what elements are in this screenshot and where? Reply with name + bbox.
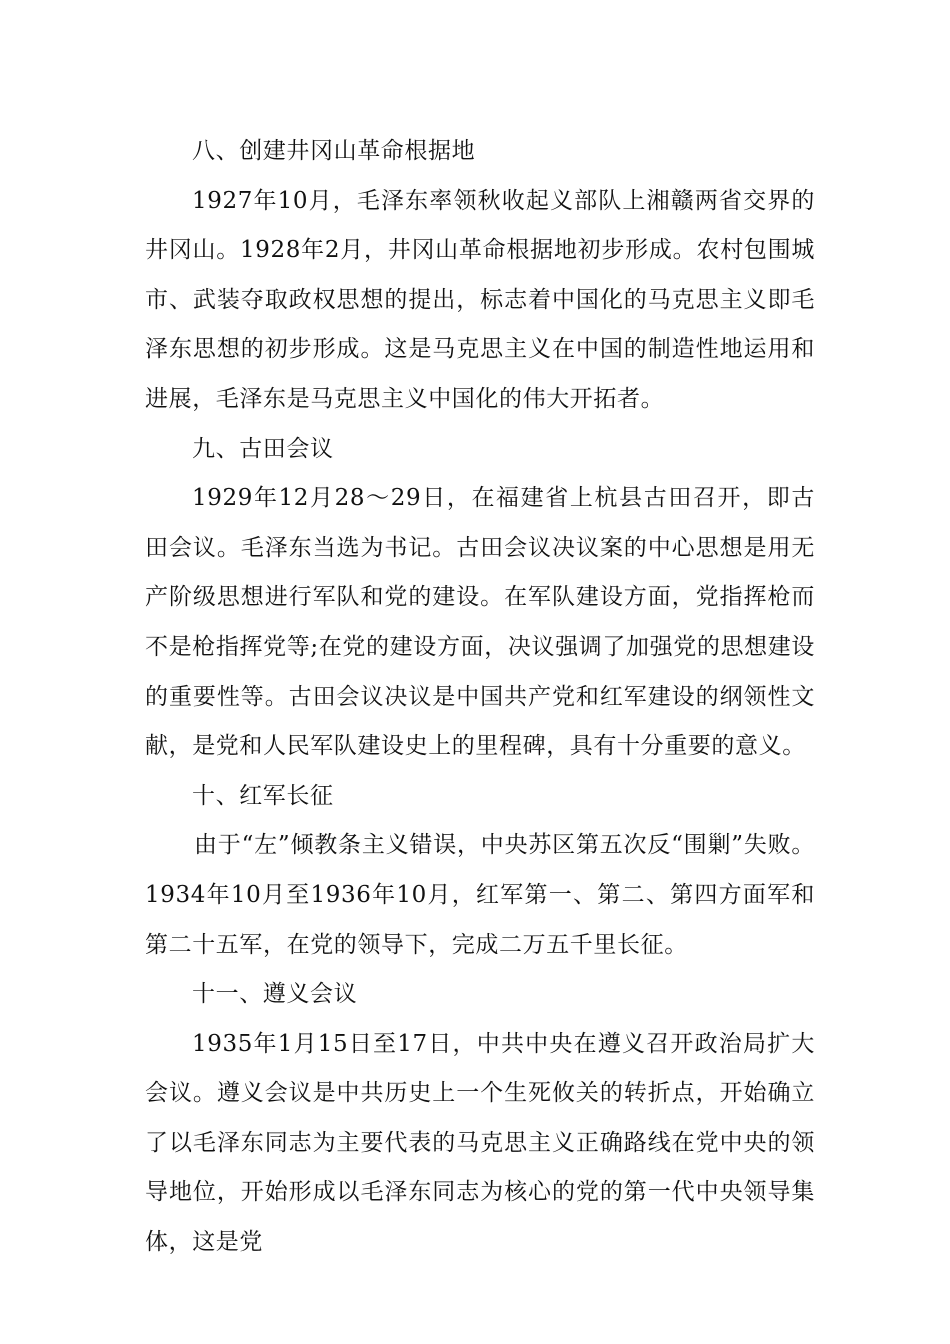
section-heading-11: 十一、遵义会议 (192, 981, 358, 1008)
section-body-9: 1929年12月28～29日，在福建省上杭县古田召开，即古田会议。毛泽东当选为书记。古田会议决议案的中心思想是用无产阶级思想进行军队和党的建设。在军队建设方面，党指挥枪而不是枪指挥党等;在党的建设方面，决议强调了加强党的思想建设的重要性等。古田会议决议是中国共产党和红军建设的纲领性文献，是党和人民军队建设史上的里程碑，具有十分重要的意义。 (145, 485, 815, 760)
document-body (145, 127, 815, 1268)
section-body-11: 1935年1月15日至17日，中共中央在遵义召开政治局扩大会议。遵义会议是中共历史上一个生死攸关的转折点，开始确立了以毛泽东同志为主要代表的马克思主义正确路线在党中央的领导地位，开始形成以毛泽东同志为核心的党的第一代中央领导集体，这是党 (145, 1030, 815, 1256)
section-heading-10: 十、红军长征 (192, 782, 334, 809)
section-body-10: 由于“左”倾教条主义错误，中央苏区第五次反“围剿”失败。1934年10月至1936年10月，红军第一、第二、第四方面军和第二十五军，在党的领导下，完成二万五千里长征。 (145, 832, 815, 958)
section-body-8: 1927年10月，毛泽东率领秋收起义部队上湘赣两省交界的井冈山。1928年2月，井冈山革命根据地初步形成。农村包围城市、武装夺取政权思想的提出，标志着中国化的马克思主义即毛泽东思想的初步形成。这是马克思主义在中国的制造性地运用和进展，毛泽东是马克思主义中国化的伟大开拓者。 (145, 187, 815, 412)
section-heading-9: 九、古田会议 (192, 435, 334, 462)
section-heading-8: 八、创建井冈山革命根据地 (192, 138, 476, 164)
